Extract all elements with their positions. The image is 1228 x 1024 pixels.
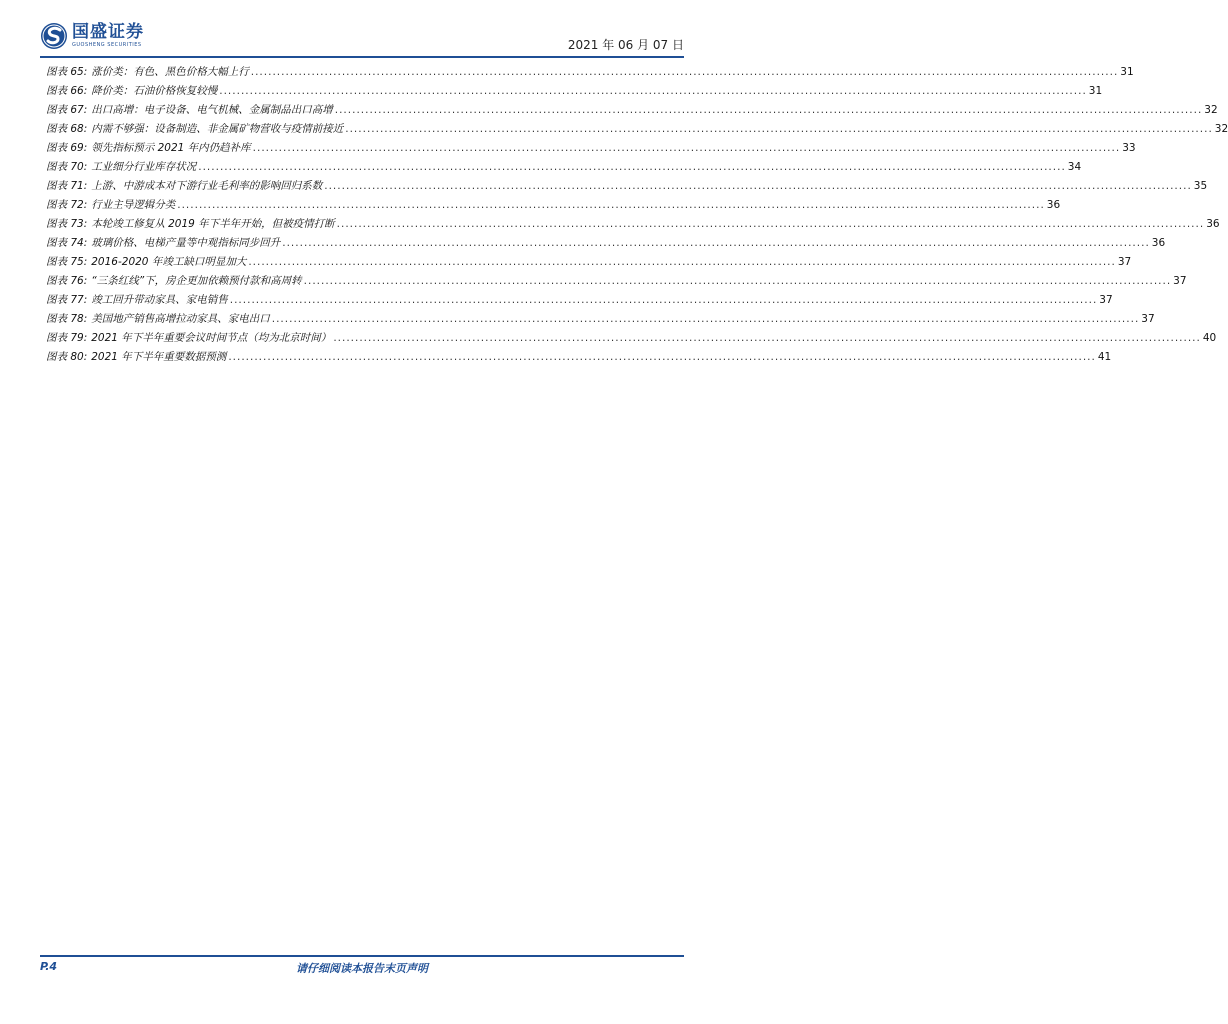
toc-leader-dots: ........................................................................................................................................................................................................ bbox=[334, 104, 1203, 116]
toc-entry-page: 32 bbox=[1214, 123, 1228, 135]
toc-entry[interactable] bbox=[46, 64, 1134, 83]
toc-entry-title: 行业主导逻辑分类 bbox=[91, 199, 176, 211]
toc-entry-title: 内需不够强：设备制造、非金属矿物营收与疫情前接近 bbox=[91, 123, 344, 135]
toc-entry-label: 图表 71: bbox=[46, 180, 88, 192]
toc-leader-dots: ........................................................................................................................................................................................................ bbox=[345, 123, 1213, 135]
toc-entry-page: 41 bbox=[1097, 351, 1112, 363]
toc-entry-page: 37 bbox=[1117, 256, 1132, 268]
company-logo bbox=[40, 22, 144, 50]
toc-entry-label: 图表 68: bbox=[46, 123, 88, 135]
toc-entry[interactable] bbox=[46, 349, 1112, 368]
toc-entry-label: 图表 80: bbox=[46, 351, 88, 363]
toc-entry-label: 图表 78: bbox=[46, 313, 88, 325]
toc-leader-dots: ........................................................................................................................................................................................................ bbox=[282, 237, 1150, 249]
toc-entry-page: 33 bbox=[1122, 142, 1136, 154]
toc-entry[interactable] bbox=[46, 330, 1217, 349]
toc-leader-dots: ........................................................................................................................................................................................................ bbox=[198, 161, 1066, 173]
toc-leader-dots: ........................................................................................................................................................................................................ bbox=[333, 332, 1201, 344]
footer-divider bbox=[40, 955, 684, 957]
toc-entry-title: 玻璃价格、电梯产量等中观指标同步回升 bbox=[91, 237, 281, 249]
toc-entry[interactable] bbox=[46, 178, 1208, 197]
toc-entry-title: 2016-2020 年竣工缺口明显加大 bbox=[91, 256, 247, 268]
toc-leader-dots: ........................................................................................................................................................................................................ bbox=[228, 351, 1096, 363]
toc-entry-page: 37 bbox=[1173, 275, 1187, 287]
toc-leader-dots: ........................................................................................................................................................................................................ bbox=[324, 180, 1192, 192]
toc-entry-page: 32 bbox=[1204, 104, 1218, 116]
figure-list bbox=[46, 64, 1228, 368]
toc-entry-label: 图表 72: bbox=[46, 199, 88, 211]
toc-entry-page: 36 bbox=[1206, 218, 1220, 230]
toc-entry-title: 出口高增：电子设备、电气机械、金属制品出口高增 bbox=[91, 104, 333, 116]
toc-entry[interactable] bbox=[46, 235, 1166, 254]
toc-entry-page: 35 bbox=[1193, 180, 1208, 192]
toc-entry-page: 31 bbox=[1088, 85, 1103, 97]
toc-leader-dots: ........................................................................................................................................................................................................ bbox=[229, 294, 1098, 306]
footer-disclaimer: 请仔细阅读本报告末页声明 bbox=[296, 962, 428, 975]
toc-leader-dots: ........................................................................................................................................................................................................ bbox=[252, 142, 1121, 154]
page-header bbox=[0, 0, 724, 62]
toc-entry[interactable] bbox=[46, 273, 1187, 292]
logo-english-name: GUOSHENG SECURITIES bbox=[72, 42, 142, 48]
toc-leader-dots: ........................................................................................................................................................................................................ bbox=[303, 275, 1172, 287]
toc-entry-label: 图表 74: bbox=[46, 237, 88, 249]
toc-entry-title: 本轮竣工修复从 2019 年下半年开始，但被疫情打断 bbox=[91, 218, 335, 230]
toc-entry-title: 降价类：石油价格恢复较慢 bbox=[91, 85, 218, 97]
toc-entry[interactable] bbox=[46, 216, 1220, 235]
toc-entry-label: 图表 66: bbox=[46, 85, 88, 97]
toc-entry-label: 图表 67: bbox=[46, 104, 88, 116]
toc-leader-dots: ........................................................................................................................................................................................................ bbox=[250, 66, 1119, 78]
toc-entry[interactable] bbox=[46, 292, 1113, 311]
toc-entry[interactable] bbox=[46, 83, 1103, 102]
toc-entry-label: 图表 77: bbox=[46, 294, 88, 306]
header-divider bbox=[40, 56, 684, 58]
toc-entry-label: 图表 75: bbox=[46, 256, 88, 268]
toc-entry-label: 图表 70: bbox=[46, 161, 88, 173]
toc-entry[interactable] bbox=[46, 102, 1218, 121]
toc-entry-title: 领先指标预示 2021 年内仍趋补库 bbox=[91, 142, 251, 154]
toc-leader-dots: ........................................................................................................................................................................................................ bbox=[271, 313, 1140, 325]
toc-entry-title: 工业细分行业库存状况 bbox=[91, 161, 197, 173]
toc-entry[interactable] bbox=[46, 159, 1082, 178]
toc-entry-page: 36 bbox=[1046, 199, 1061, 211]
toc-entry-title: 上游、中游成本对下游行业毛利率的影响回归系数 bbox=[91, 180, 323, 192]
guosheng-logo-icon bbox=[40, 22, 68, 50]
toc-entry-page: 40 bbox=[1202, 332, 1217, 344]
toc-entry-title: 2021 年下半年重要数据预测 bbox=[91, 351, 227, 363]
toc-entry-page: 31 bbox=[1120, 66, 1134, 78]
toc-entry[interactable] bbox=[46, 311, 1155, 330]
toc-entry-page: 37 bbox=[1099, 294, 1113, 306]
toc-entry-title: 涨价类：有色、黑色价格大幅上行 bbox=[91, 66, 249, 78]
toc-leader-dots: ........................................................................................................................................................................................................ bbox=[336, 218, 1205, 230]
toc-leader-dots: ........................................................................................................................................................................................................ bbox=[177, 199, 1045, 211]
toc-entry-title: 竣工回升带动家具、家电销售 bbox=[91, 294, 228, 306]
toc-entry[interactable] bbox=[46, 197, 1061, 216]
toc-entry-page: 37 bbox=[1141, 313, 1155, 325]
page-number: P.4 bbox=[40, 960, 58, 973]
toc-leader-dots: ........................................................................................................................................................................................................ bbox=[248, 256, 1116, 268]
toc-entry-title: 美国地产销售高增拉动家具、家电出口 bbox=[91, 313, 270, 325]
toc-entry-label: 图表 76: bbox=[46, 275, 88, 287]
logo-chinese-name: 国盛证券 bbox=[72, 22, 144, 42]
toc-entry[interactable] bbox=[46, 254, 1132, 273]
report-date: 2021 年 06 月 07 日 bbox=[567, 38, 684, 52]
toc-entry-label: 图表 73: bbox=[46, 218, 88, 230]
toc-entry-page: 36 bbox=[1151, 237, 1166, 249]
toc-entry-title: “三条红线”下，房企更加依赖预付款和高周转 bbox=[91, 275, 302, 287]
toc-entry-label: 图表 65: bbox=[46, 66, 88, 78]
toc-entry-label: 图表 69: bbox=[46, 142, 88, 154]
toc-entry-title: 2021 年下半年重要会议时间节点（均为北京时间） bbox=[91, 332, 332, 344]
toc-entry-label: 图表 79: bbox=[46, 332, 88, 344]
toc-entry-page: 34 bbox=[1067, 161, 1082, 173]
toc-entry[interactable] bbox=[46, 121, 1228, 140]
toc-leader-dots: ........................................................................................................................................................................................................ bbox=[219, 85, 1087, 97]
toc-entry[interactable] bbox=[46, 140, 1136, 159]
